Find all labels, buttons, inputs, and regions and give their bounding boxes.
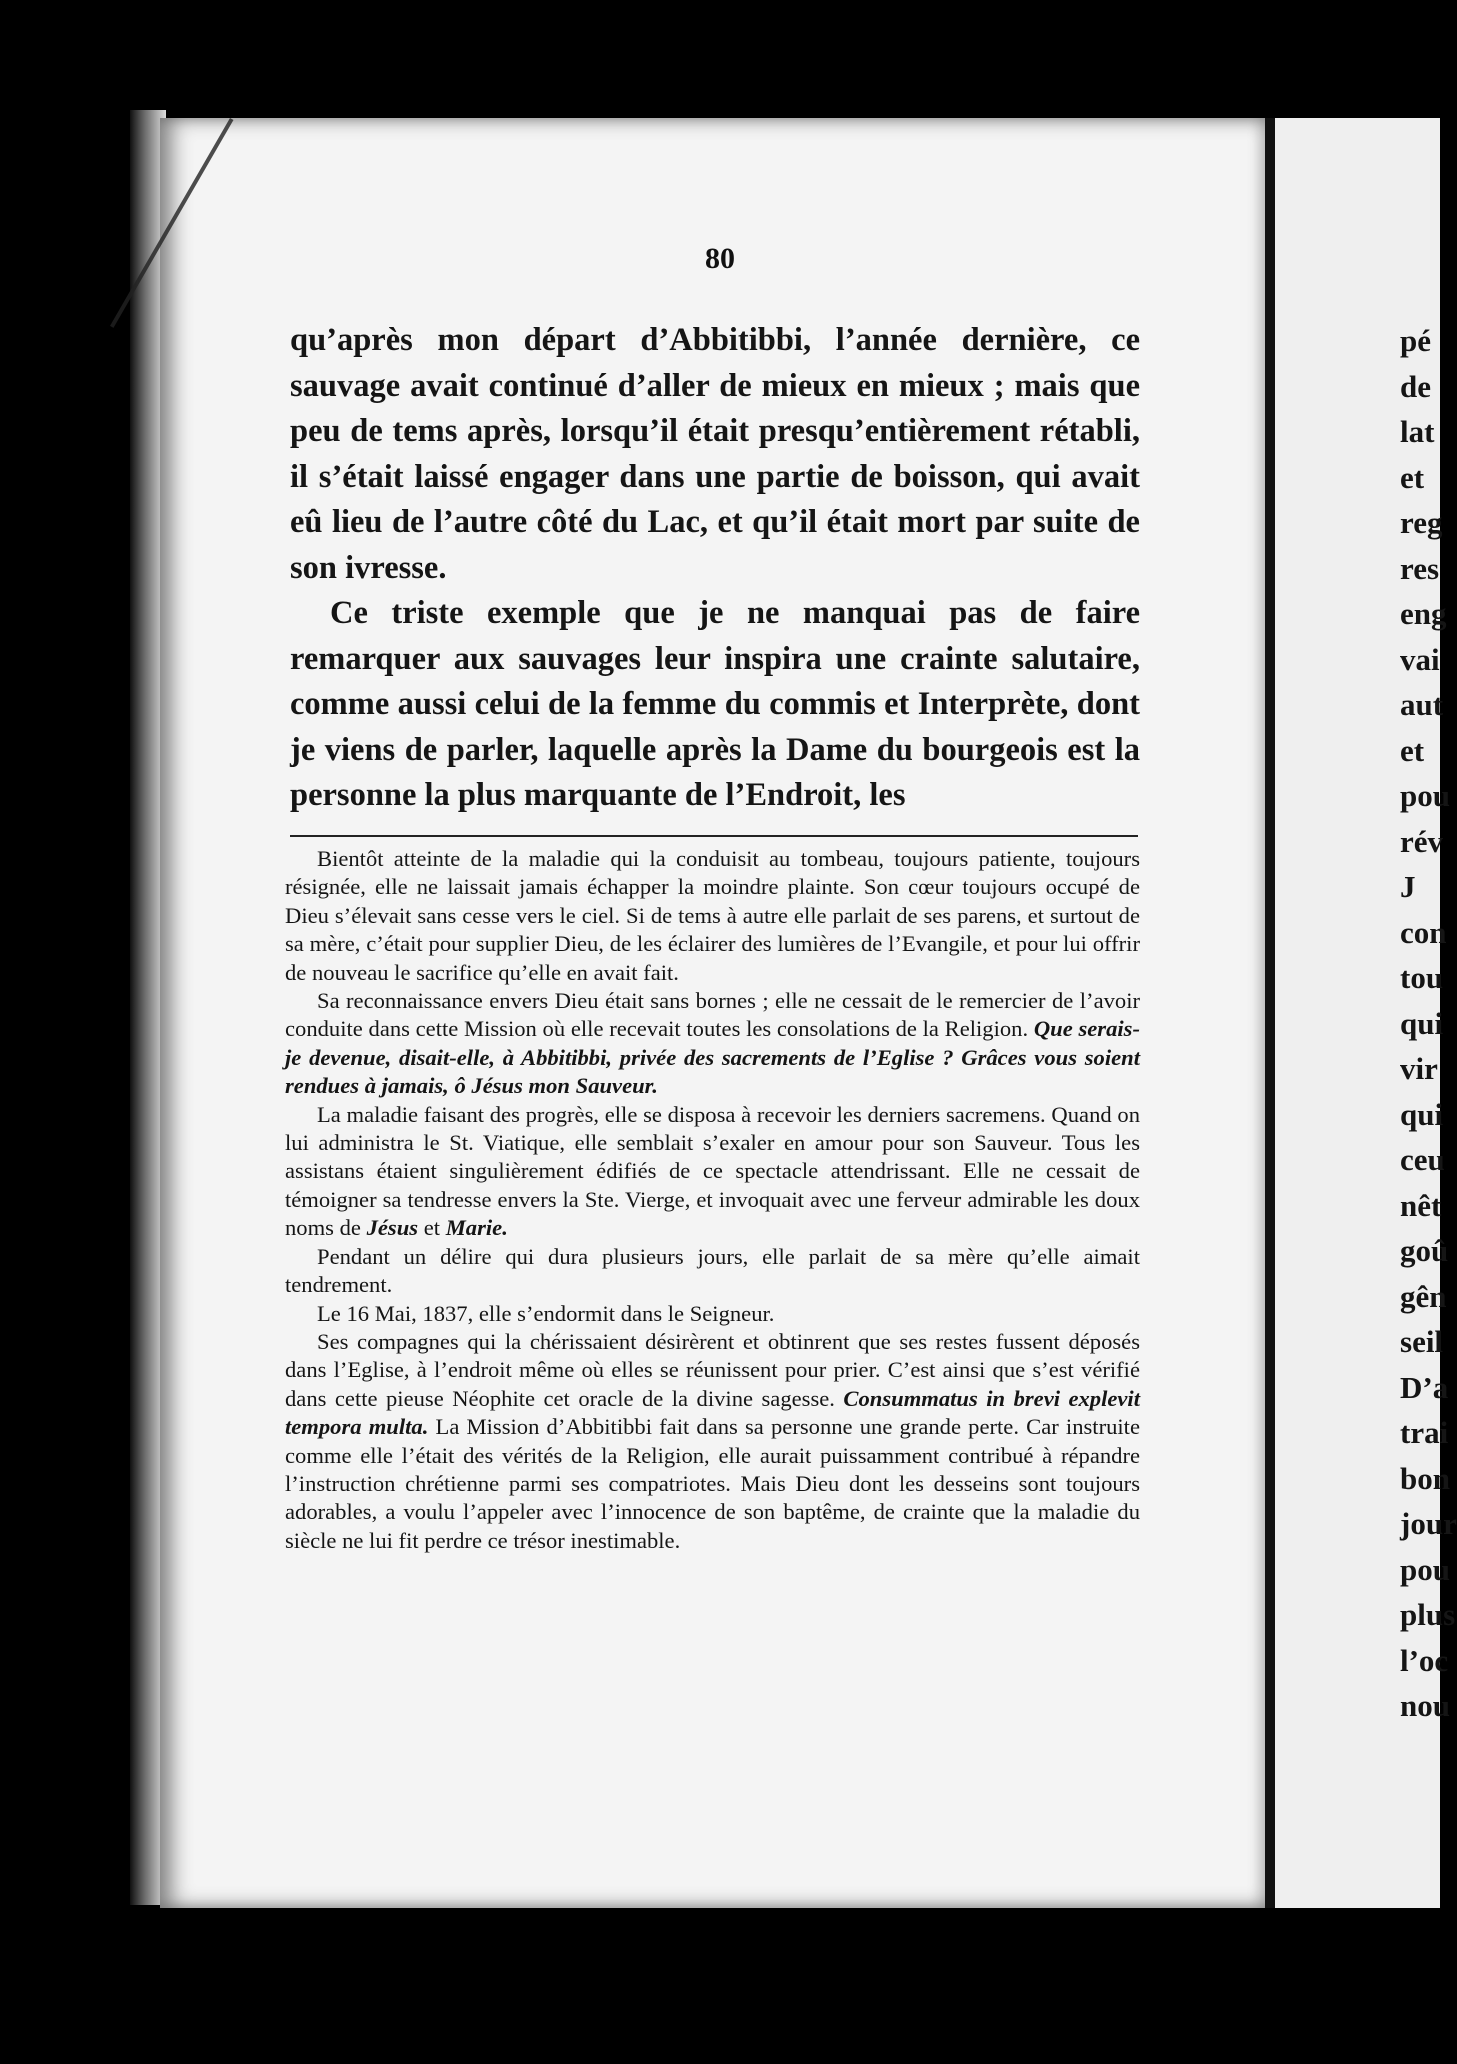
- right-page-fragment: gên: [1400, 1278, 1447, 1314]
- footnote-paragraph-5: Le 16 Mai, 1837, elle s’endormit dans le Seigneur.: [317, 1300, 775, 1326]
- footnote-paragraph-3: [285, 1101, 1140, 1243]
- footnote-p2-quote: Que serais-je devenue, disait-elle, à Abbitibbi, privée des sacrements de l’Eglise ? Grâces vous soient rendues à jamais, ô Jésus mon Sauveur.: [285, 1016, 1140, 1099]
- footnote-paragraph-4: Pendant un délire qui dura plusieurs jours, elle parlait de sa mère qu’elle aimait tendrement.: [285, 1243, 1140, 1298]
- footnote-p3-jesus: Jésus: [366, 1215, 419, 1241]
- right-page-fragment: l’oc: [1400, 1642, 1449, 1678]
- right-page-fragment: trai: [1400, 1415, 1449, 1450]
- footnote-p3-marie: Marie.: [445, 1215, 508, 1241]
- right-page-fragment: jour: [1400, 1506, 1457, 1541]
- right-page-fragment: de: [1400, 368, 1431, 404]
- right-page-fragment: pé: [1400, 323, 1431, 358]
- right-page-fragment: eng: [1400, 596, 1447, 631]
- footnote-p3-text: La maladie faisant des progrès, elle se disposa à recevoir les derniers sacremens. Quand on lui administra le St. Viatique, elle semblait s’exaler en amour pour son Sauveur. Tous les assistans étaient singulièrement édifiés de ce spectacle attendrissant. Elle ne cessait de témoigner sa tendresse envers la Ste. Vierge, et invoquait avec une ferveur admirable les doux noms de: [285, 1101, 1140, 1241]
- right-page-fragment: res: [1400, 550, 1440, 586]
- right-page-fragment: qui: [1400, 1005, 1444, 1041]
- right-page-fragment: aut: [1400, 687, 1444, 722]
- right-page-fragment: bon: [1400, 1460, 1450, 1496]
- right-page-fragment: J: [1400, 869, 1416, 904]
- page-gutter: [1265, 118, 1275, 1908]
- footnote-p2-text: Sa reconnaissance envers Dieu était sans bornes ; elle ne cessait de le remercier de l’avoir conduite dans cette Mission où elle recevait toutes les consolations de la Religion.: [285, 988, 1140, 1042]
- right-page-fragment: tou: [1400, 960, 1444, 995]
- right-page-fragment: seil: [1400, 1324, 1444, 1359]
- right-page-fragment: et: [1400, 732, 1425, 768]
- right-page-fragment: nou: [1400, 1688, 1450, 1723]
- footnote-paragraph-6: [285, 1328, 1140, 1555]
- page-number: 80: [705, 242, 735, 275]
- right-page-fragment: con: [1400, 914, 1447, 950]
- right-page-fragment: plus: [1400, 1597, 1456, 1632]
- main-paragraph-2: Ce triste exemple que je ne manquai pas de faire remarquer aux sauvages leur inspira une crainte salutaire, comme aussi celui de la femme du commis et Interprète, dont je viens de parler, laquelle après la Dame du bourgeois est la personne la plus marquante de l’Endroit, les: [290, 595, 1140, 813]
- footnote-p6-end: La Mission d’Abbitibbi fait dans sa personne une grande perte. Car instruite comme elle l’était des vérités de la Religion, elle aurait puissamment contribué à répandre l’instruction chrétienne parmi ses compatriotes. Mais Dieu dont les desseins sont toujours adorables, a voulu l’appeler avec l’innocence de son baptême, de crainte que la maladie du siècle ne lui fit perdre ce trésor inestimable.: [285, 1414, 1140, 1553]
- right-page-fragment: nêt: [1400, 1187, 1442, 1223]
- right-page-fragment: reg: [1400, 505, 1443, 540]
- right-page-fragment: vir: [1400, 1051, 1438, 1086]
- right-page-fragment: pou: [1400, 1551, 1450, 1587]
- right-page-fragment: pou: [1400, 778, 1450, 813]
- main-text: [290, 318, 1140, 819]
- main-paragraph-1: qu’après mon départ d’Abbitibbi, l’année dernière, ce sauvage avait continué d’aller de mieux en mieux ; mais que peu de tems après, lorsqu’il était presqu’entièrement rétabli, il s’était laissé engager dans une partie de boisson, qui avait eû lieu de l’autre côté du Lac, et qu’il était mort par suite de son ivresse.: [290, 322, 1140, 586]
- footnote-paragraph-2: [285, 987, 1140, 1101]
- footnote-p6-text: Ses compagnes qui la chérissaient désirèrent et obtinrent que ses restes fussent déposés dans l’Eglise, à l’endroit même où elles se réunissent pour prier. C’est ainsi que s’est vérifié dans cette pieuse Néophite cet oracle de la divine sagesse.: [285, 1328, 1140, 1411]
- footnote-rule: [290, 835, 1138, 837]
- right-page-fragment: ceu: [1400, 1142, 1445, 1177]
- footnote-p3-et: et: [423, 1215, 441, 1241]
- footnote-p6-latin: Consummatus in brevi explevit tempora multa.: [285, 1385, 1140, 1440]
- right-page-fragment: et: [1400, 459, 1425, 495]
- right-page-fragment: vai: [1400, 641, 1440, 677]
- right-page-fragment: rév: [1400, 823, 1444, 859]
- right-page-fragment: goû: [1400, 1233, 1449, 1268]
- footnote-block: [285, 845, 1140, 1555]
- right-page-fragment: D’a: [1400, 1369, 1449, 1405]
- right-page-fragment: qui: [1400, 1096, 1444, 1132]
- right-page-text: [1400, 318, 1457, 1729]
- footnote-paragraph-1: Bientôt atteinte de la maladie qui la conduisit au tombeau, toujours patiente, toujours résignée, elle ne laissait jamais échapper la moindre plainte. Son cœur toujours occupé de Dieu s’élevait sans cesse vers le ciel. Si de tems à autre elle parlait de ses parens, et surtout de sa mère, c’était pour supplier Dieu, de les éclairer des lumières de l’Evangile, et pour lui offrir de nouveau le sacrifice qu’elle en avait fait.: [285, 846, 1140, 985]
- right-page-fragment: lat: [1400, 414, 1435, 449]
